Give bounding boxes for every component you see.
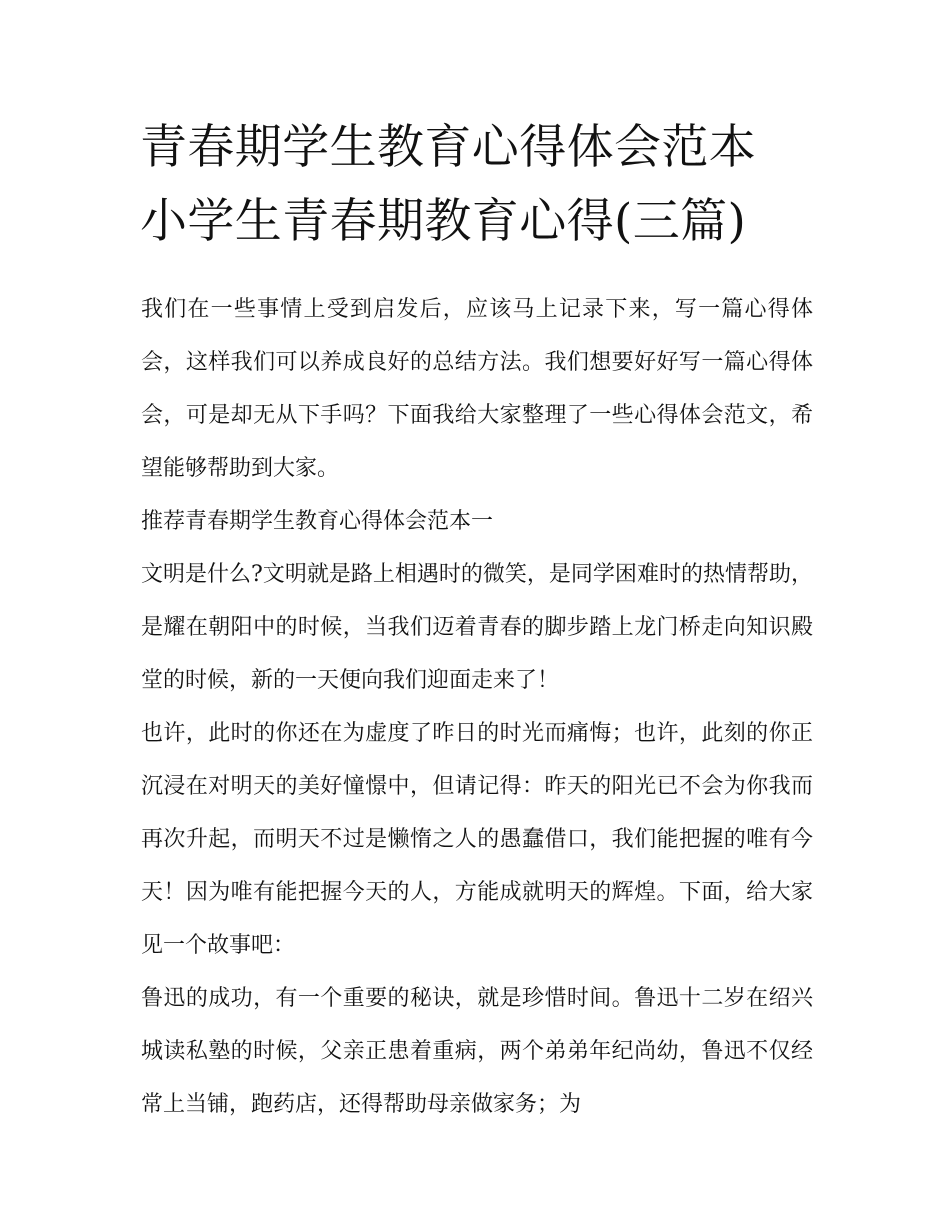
body-paragraph: 也许，此时的你还在为虚度了昨日的时光而痛悔；也许，此刻的你正沉浸在对明天的美好憧憬中，但请记得：昨天的阳光已不会为你我而再次升起，而明天不过是懒惰之人的愚蠢借口，我们能把握的唯有今天！因为唯有能把握今天的人，方能成就明天的辉煌。下面，给大家见一个故事吧：: [141, 721, 813, 958]
intro-paragraph: 我们在一些事情上受到启发后，应该马上记录下来，写一篇心得体会，这样我们可以养成良好的总结方法。我们想要好好写一篇心得体会，可是却无从下手吗？下面我给大家整理了一些心得体会范文，希望能够帮助到大家。: [141, 297, 813, 481]
document-body: [141, 283, 813, 1131]
document-title-line-2: 小学生青春期教育心得(三篇): [140, 194, 747, 249]
body-paragraph: 鲁迅的成功，有一个重要的秘诀，就是珍惜时间。鲁迅十二岁在绍兴城读私塾的时候，父亲正患着重病，两个弟弟年纪尚幼，鲁迅不仅经常上当铺，跑药店，还得帮助母亲做家务；为: [141, 986, 813, 1117]
body-paragraph: 文明是什么?文明就是路上相遇时的微笑，是同学困难时的热情帮助，是耀在朝阳中的时候，当我们迈着青春的脚步踏上龙门桥走向知识殿堂的时候，新的一天便向我们迎面走来了！: [141, 562, 813, 693]
document-title-line-1: 青春期学生教育心得体会范本: [140, 120, 757, 175]
section-heading: 推荐青春期学生教育心得体会范本一: [141, 509, 494, 534]
